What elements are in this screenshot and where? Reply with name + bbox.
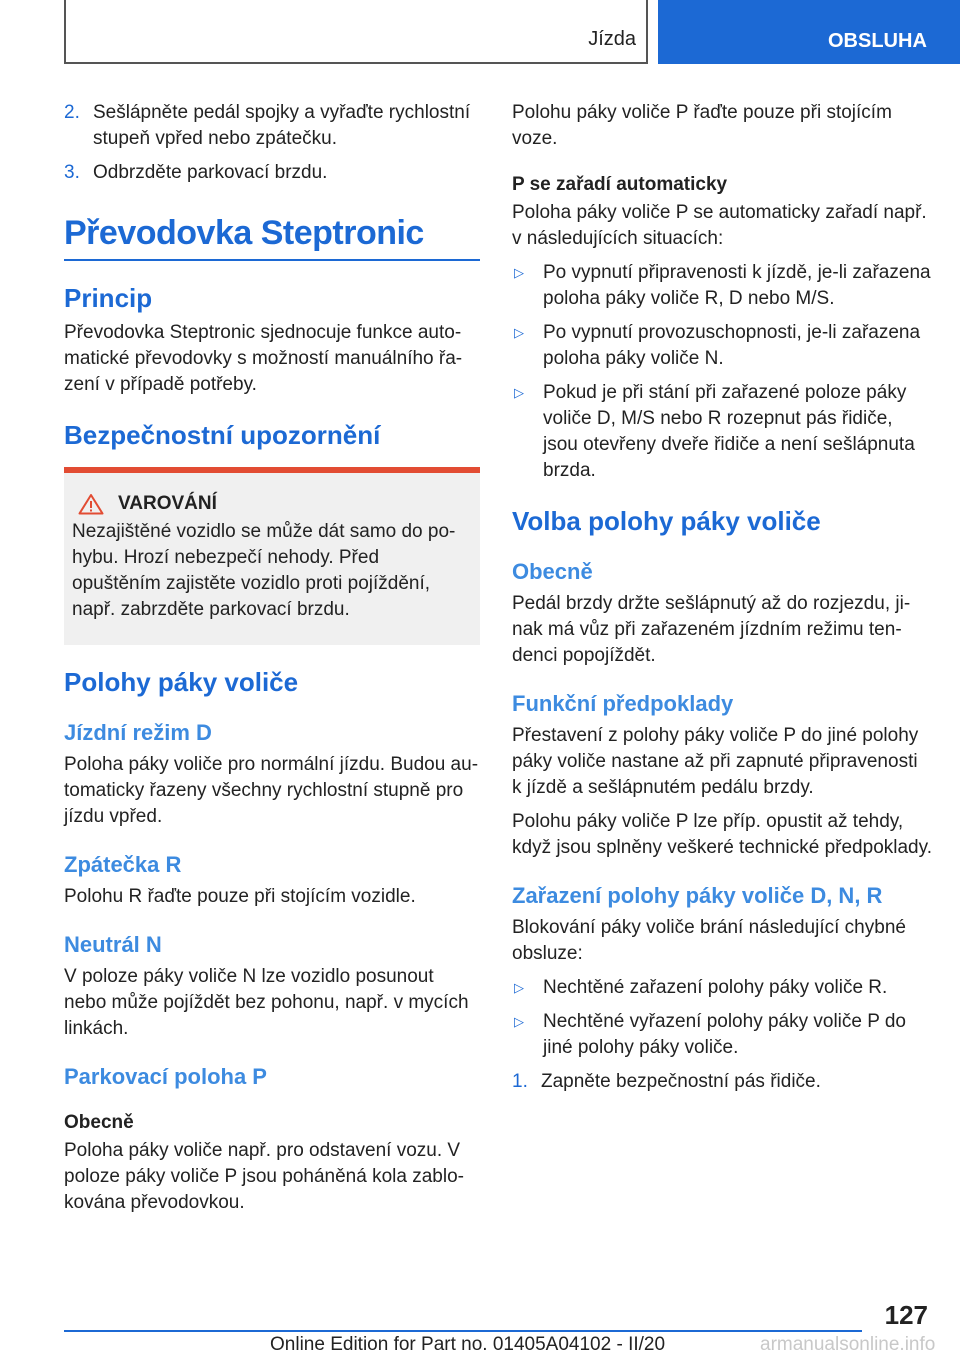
prereq-text: Polohu páky voliče P lze příp. opustit až tehdy, když jsou splněny veškeré technické předpoklady. bbox=[512, 811, 932, 858]
section-label: Jízda bbox=[588, 28, 636, 50]
step-item bbox=[512, 1069, 932, 1095]
reverse-heading: Zpátečka R bbox=[64, 852, 182, 877]
neutral-heading: Neutrál N bbox=[64, 932, 162, 957]
engage-text: Blokování páky voliče brání následující chybné obsluze: bbox=[512, 917, 906, 964]
principle-text: Převodovka Steptronic sjednocuje funkce automatické převodovky s možností manuálního řazení v případě potřeby. bbox=[64, 322, 463, 395]
park-text: Polohu páky voliče P řaďte pouze při stojícím voze. bbox=[512, 102, 892, 149]
list-item bbox=[512, 380, 932, 484]
bullet-triangle-icon: ▷ bbox=[514, 265, 524, 280]
step-number: 1. bbox=[512, 1071, 528, 1092]
general-text: Pedál brzdy držte sešlápnutý až do rozjezdu, jinak má vůz při zařazeném jízdním režimu tendenci popojíždět. bbox=[512, 593, 911, 666]
auto-text: Poloha páky voliče P se automaticky zařadí např. v následujících situacích: bbox=[512, 202, 927, 249]
general-text: Poloha páky voliče např. pro odstavení vozu. V poloze páky voliče P jsou poháněná kola zablokována převodovkou. bbox=[64, 1140, 464, 1213]
general-heading: Obecně bbox=[64, 1112, 134, 1133]
bullet-triangle-icon: ▷ bbox=[514, 980, 524, 995]
chapter-heading: Převodovka Steptronic bbox=[64, 214, 480, 261]
step-text: Odbrzděte parkovací brzdu. bbox=[93, 162, 328, 183]
positions-heading: Polohy páky voliče bbox=[64, 667, 299, 697]
warning-title-row bbox=[72, 493, 472, 515]
step-item bbox=[64, 100, 480, 152]
neutral-text: V poloze páky voliče N lze vozidlo posunout nebo může pojíždět bez pohonu, např. v mycích linkách. bbox=[64, 966, 469, 1039]
general-heading: Obecně bbox=[512, 559, 593, 584]
reverse-text: Polohu R řaďte pouze při stojícím vozidle. bbox=[64, 886, 416, 907]
warning-box bbox=[64, 467, 480, 645]
step-text: Sešlápněte pedál spojky a vyřaďte rychlostní stupeň vpřed nebo zpátečku. bbox=[93, 102, 471, 149]
watermark: armanualsonline.info bbox=[760, 1334, 936, 1355]
drive-text: Poloha páky voliče pro normální jízdu. Budou automaticky řazeny všechny rychlostní stupně pro jízdu vpřed. bbox=[64, 754, 479, 827]
list-item bbox=[512, 320, 932, 372]
list-item-text: Nechtěné vyřazení polohy páky voliče P do jiné polohy páky voliče. bbox=[543, 1011, 906, 1058]
left-column bbox=[64, 100, 480, 1216]
list-item bbox=[512, 1009, 932, 1061]
step-item bbox=[64, 160, 480, 186]
page-number: 127 bbox=[884, 1300, 928, 1330]
principle-heading: Princip bbox=[64, 283, 153, 313]
drive-heading: Jízdní režim D bbox=[64, 720, 212, 745]
prereq-heading: Funkční předpoklady bbox=[512, 691, 734, 716]
list-item-text: Po vypnutí připravenosti k jízdě, je-li zařazena poloha páky voliče R, D nebo M/S. bbox=[543, 262, 931, 309]
park-heading: Parkovací poloha P bbox=[64, 1064, 267, 1089]
list-item-text: Nechtěné zařazení polohy páky voliče R. bbox=[543, 977, 888, 998]
auto-heading: P se zařadí automaticky bbox=[512, 174, 728, 195]
select-heading: Volba polohy páky voliče bbox=[512, 506, 821, 536]
warning-text: Nezajištěné vozidlo se může dát samo do pohybu. Hrozí nebezpečí nehody. Před opuštěním zajistěte vozidlo proti pojíždění, např. zabrzděte parkovací brzdu. bbox=[72, 521, 456, 620]
list-item-text: Pokud je při stání při zařazené poloze páky voliče D, M/S nebo R rozepnut pás řidiče, jsou otevřeny dveře řidiče a není sešlápnuta brzda. bbox=[543, 382, 915, 481]
bullet-triangle-icon: ▷ bbox=[514, 1014, 524, 1029]
warning-title: VAROVÁNÍ bbox=[118, 493, 217, 514]
step-text: Zapněte bezpečnostní pás řidiče. bbox=[541, 1071, 821, 1092]
footer-divider bbox=[64, 1330, 862, 1332]
safety-heading: Bezpečnostní upozornění bbox=[64, 420, 381, 450]
chapter-tab[interactable]: OBSLUHA bbox=[658, 0, 960, 64]
warning-triangle-icon bbox=[78, 493, 104, 515]
edition-note: Online Edition for Part no. 01405A04102 - II/20 bbox=[270, 1334, 666, 1355]
list-item bbox=[512, 260, 932, 312]
list-item-text: Po vypnutí provozuschopnosti, je-li zařazena poloha páky voliče N. bbox=[543, 322, 921, 369]
right-column bbox=[512, 100, 932, 1103]
list-item bbox=[512, 975, 932, 1001]
bullet-triangle-icon: ▷ bbox=[514, 325, 524, 340]
step-number: 3. bbox=[64, 162, 80, 183]
engage-heading: Zařazení polohy páky voliče D, N, R bbox=[512, 883, 883, 908]
bullet-triangle-icon: ▷ bbox=[514, 385, 524, 400]
step-number: 2. bbox=[64, 102, 80, 123]
prereq-text: Přestavení z polohy páky voliče P do jiné polohy páky voliče nastane až při zapnuté připravenosti k jízdě a sešlápnutém pedálu brzdy. bbox=[512, 725, 919, 798]
